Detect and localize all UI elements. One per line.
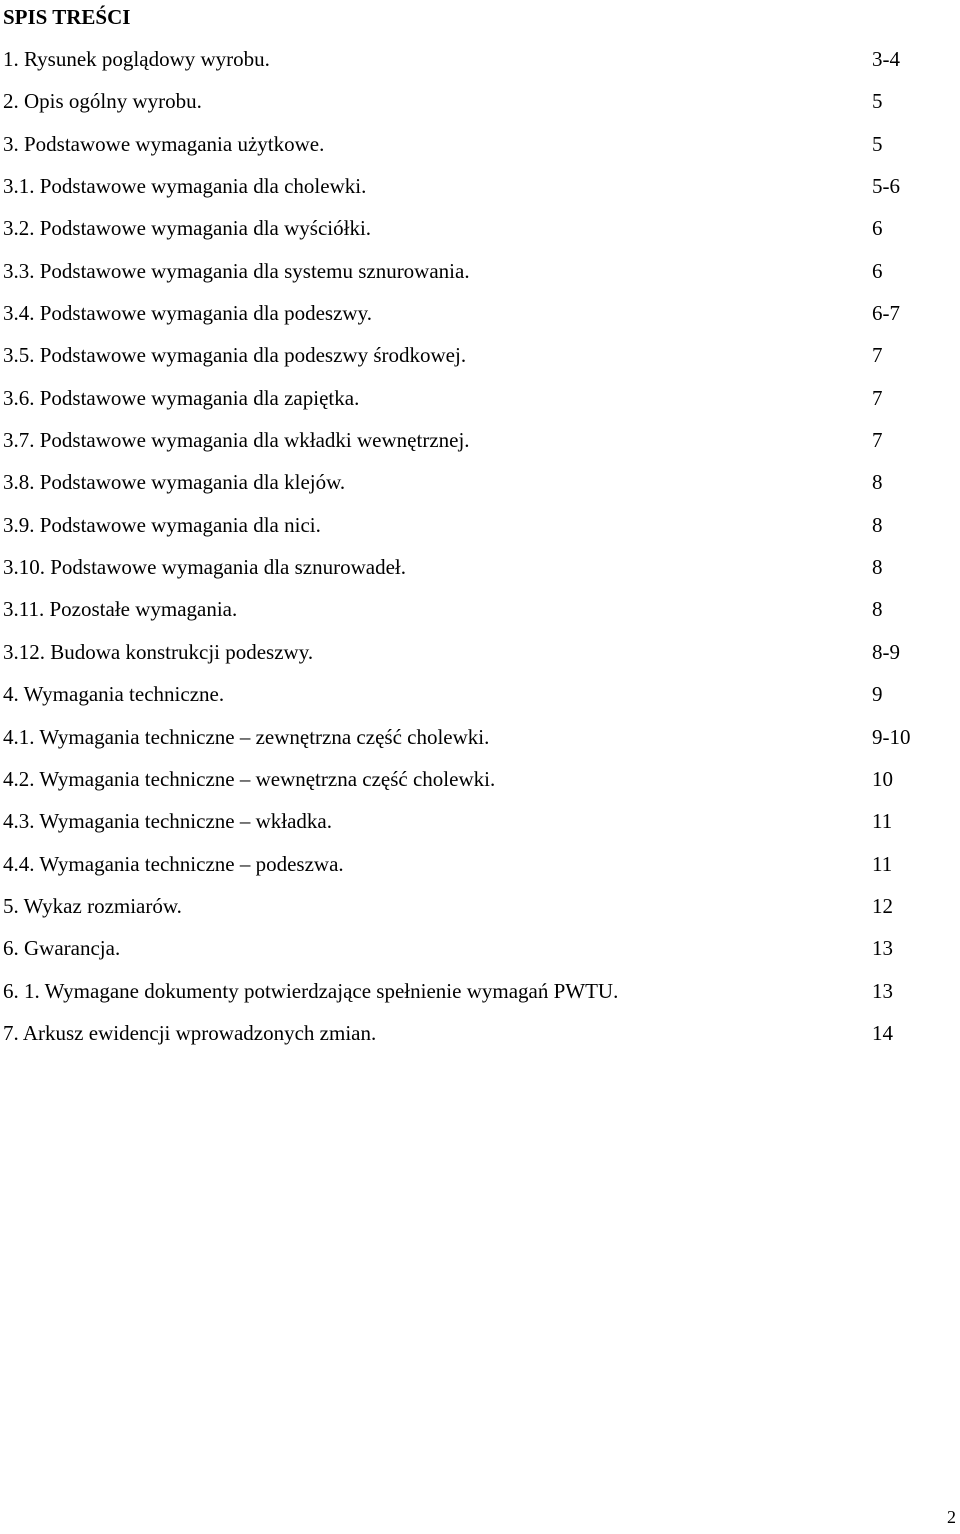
toc-entry [0,425,960,467]
toc-entry [0,213,960,255]
toc-entry-label: 3.10. Podstawowe wymagania dla sznurowadeł. [3,555,406,580]
toc-entry-label: 3.1. Podstawowe wymagania dla cholewki. [3,174,367,199]
toc-entry-label: 7. Arkusz ewidencji wprowadzonych zmian. [3,1020,377,1045]
toc-entry [0,383,960,425]
toc-entry-pages: 10 [872,766,893,791]
toc-entry-label: 3.6. Podstawowe wymagania dla zapiętka. [3,385,360,410]
toc-entry [0,594,960,636]
toc-entry-pages: 8 [872,470,883,495]
toc-entry-pages: 12 [872,893,893,918]
toc-entry-label: 3.7. Podstawowe wymagania dla wkładki wewnętrznej. [3,428,470,453]
toc-entry-pages: 7 [872,428,883,453]
toc-entry [0,679,960,721]
toc-entry-pages: 6-7 [872,301,900,326]
toc-entry-pages: 9-10 [872,724,911,749]
toc-entry [0,637,960,679]
toc-entry [0,86,960,128]
toc-entry-pages: 7 [872,385,883,410]
toc-entry-label: 3.5. Podstawowe wymagania dla podeszwy środkowej. [3,343,467,368]
toc-entry-pages: 8 [872,512,883,537]
toc-entry [0,298,960,340]
toc-entry-label: 4.4. Wymagania techniczne – podeszwa. [3,851,344,876]
toc-entry-pages: 13 [872,936,893,961]
toc-entry [0,467,960,509]
toc-entry-label: 3.2. Podstawowe wymagania dla wyściółki. [3,216,372,241]
toc-entry [0,256,960,298]
toc-entry [0,340,960,382]
toc-entry [0,849,960,891]
toc-entry-pages: 6 [872,216,883,241]
toc-entry-pages: 13 [872,978,893,1003]
toc-entry [0,552,960,594]
table-of-contents [0,44,960,1060]
toc-title: SPIS TREŚCI [3,5,131,29]
toc-entry-pages: 6 [872,258,883,283]
toc-entry [0,891,960,933]
toc-entry [0,171,960,213]
toc-entry-label: 4.3. Wymagania techniczne – wkładka. [3,809,332,834]
toc-entry-pages: 7 [872,343,883,368]
toc-entry-label: 3.3. Podstawowe wymagania dla systemu sznurowania. [3,258,470,283]
toc-entry-label: 1. Rysunek poglądowy wyrobu. [3,47,270,71]
toc-entry [0,764,960,806]
toc-entry-pages: 11 [872,851,893,876]
toc-entry [0,1018,960,1060]
toc-entry-pages: 8 [872,555,883,580]
toc-entry [0,933,960,975]
toc-entry-label: 3.4. Podstawowe wymagania dla podeszwy. [3,301,372,326]
toc-entry [0,510,960,552]
toc-entry-label: 5. Wykaz rozmiarów. [3,893,182,918]
toc-entry-pages: 8-9 [872,639,900,664]
toc-entry-label: 3.8. Podstawowe wymagania dla klejów. [3,470,346,495]
toc-entry-pages: 9 [872,682,883,707]
toc-entry-label: 6. 1. Wymagane dokumenty potwierdzające spełnienie wymagań PWTU. [3,978,619,1003]
toc-entry-label: 3. Podstawowe wymagania użytkowe. [3,131,325,156]
toc-entry [0,976,960,1018]
toc-entry-pages: 14 [872,1020,893,1045]
toc-entry [0,806,960,848]
toc-entry-label: 3.12. Budowa konstrukcji podeszwy. [3,639,314,664]
toc-entry-label: 4.1. Wymagania techniczne – zewnętrzna część cholewki. [3,724,490,749]
toc-entry [0,722,960,764]
toc-entry-pages: 5-6 [872,174,900,199]
toc-entry-label: 4.2. Wymagania techniczne – wewnętrzna część cholewki. [3,766,496,791]
toc-entry-pages: 8 [872,597,883,622]
toc-entry-pages: 5 [872,131,883,156]
toc-entry-label: 4. Wymagania techniczne. [3,682,225,707]
toc-entry-label: 2. Opis ogólny wyrobu. [3,89,202,114]
toc-entry-label: 6. Gwarancja. [3,936,121,961]
page-number: 2 [947,1507,956,1527]
toc-entry-label: 3.11. Pozostałe wymagania. [3,597,238,622]
toc-entry-pages: 5 [872,89,883,114]
toc-entry-label: 3.9. Podstawowe wymagania dla nici. [3,512,321,537]
toc-entry [0,44,960,86]
toc-entry-pages: 3-4 [872,47,900,71]
toc-entry-pages: 11 [872,809,893,834]
toc-entry [0,129,960,171]
